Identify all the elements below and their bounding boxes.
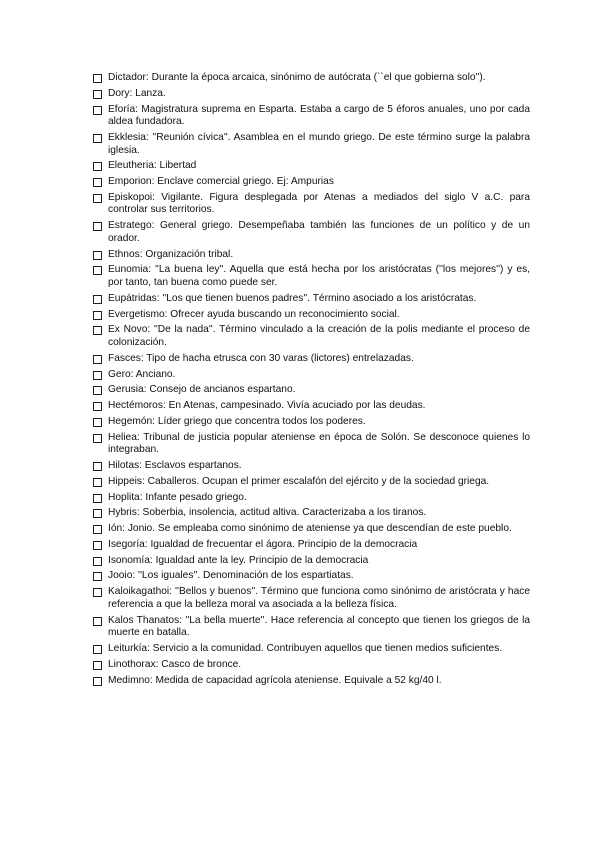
checkbox-icon[interactable] bbox=[93, 386, 102, 395]
glossary-item bbox=[90, 293, 530, 306]
checkbox-icon[interactable] bbox=[93, 178, 102, 187]
glossary-item-text: Medimno: Medida de capacidad agrícola ateniense. Equivale a 52 kg/40 l. bbox=[108, 674, 442, 686]
checkbox-icon[interactable] bbox=[93, 194, 102, 203]
glossary-item bbox=[90, 643, 530, 656]
glossary-item-text: Isegoría: Igualdad de frecuentar el ágora. Principio de la democracia bbox=[108, 538, 418, 550]
glossary-item bbox=[90, 309, 530, 322]
glossary-item bbox=[90, 384, 530, 397]
checkbox-icon[interactable] bbox=[93, 295, 102, 304]
checkbox-icon[interactable] bbox=[93, 677, 102, 686]
glossary-item-text: Evergetismo: Ofrecer ayuda buscando un reconocimiento social. bbox=[108, 308, 400, 320]
checkbox-icon[interactable] bbox=[93, 572, 102, 581]
glossary-item bbox=[90, 476, 530, 489]
glossary-item bbox=[90, 555, 530, 568]
checkbox-icon[interactable] bbox=[93, 134, 102, 143]
glossary-item-text: Fasces: Tipo de hacha etrusca con 30 varas (lictores) entrelazadas. bbox=[108, 352, 414, 364]
checkbox-icon[interactable] bbox=[93, 661, 102, 670]
glossary-item bbox=[90, 492, 530, 505]
checkbox-icon[interactable] bbox=[93, 371, 102, 380]
glossary-item bbox=[90, 400, 530, 413]
glossary-item-text: Emporion: Enclave comercial griego. Ej: Ampurias bbox=[108, 176, 334, 188]
checkbox-icon[interactable] bbox=[93, 106, 102, 115]
checkbox-icon[interactable] bbox=[93, 509, 102, 518]
glossary-item-text: Hectémoros: En Atenas, campesinado. Vivía acuciado por las deudas. bbox=[108, 400, 426, 412]
glossary-item-text: Ex Novo: ''De la nada''. Término vinculado a la creación de la polis mediante el proceso de colonización. bbox=[108, 324, 530, 348]
glossary-item-text: Leiturkía: Servicio a la comunidad. Contribuyen aquellos que tienen medios suficientes. bbox=[108, 643, 503, 654]
checkbox-icon[interactable] bbox=[93, 525, 102, 534]
checkbox-icon[interactable] bbox=[93, 478, 102, 487]
checkbox-icon[interactable] bbox=[93, 266, 102, 275]
glossary-item bbox=[90, 72, 530, 85]
checkbox-icon[interactable] bbox=[93, 617, 102, 626]
glossary-item bbox=[90, 586, 530, 611]
glossary-item-text: Dory: Lanza. bbox=[108, 87, 166, 99]
checkbox-icon[interactable] bbox=[93, 326, 102, 335]
glossary-item bbox=[90, 369, 530, 382]
checkbox-icon[interactable] bbox=[93, 222, 102, 231]
checkbox-icon[interactable] bbox=[93, 162, 102, 171]
glossary-item bbox=[90, 220, 530, 245]
checkbox-icon[interactable] bbox=[93, 557, 102, 566]
checkbox-icon[interactable] bbox=[93, 462, 102, 471]
checkbox-icon[interactable] bbox=[93, 311, 102, 320]
checkbox-icon[interactable] bbox=[93, 251, 102, 260]
glossary-item-text: Hoplita: Infante pesado griego. bbox=[108, 491, 247, 503]
glossary-item bbox=[90, 264, 530, 289]
glossary-item-text: Ión: Jonio. Se empleaba como sinónimo de ateniense ya que descendían de este pueblo. bbox=[108, 523, 512, 535]
glossary-item-text: Estratego: General griego. Desempeñaba también las funciones de un político y de un orador. bbox=[108, 220, 530, 244]
checkbox-icon[interactable] bbox=[93, 645, 102, 654]
glossary-item-text: Kalos Thanatos: ''La bella muerte''. Hace referencia al concepto que tienen los griegos de la muerte en batalla. bbox=[108, 614, 530, 639]
glossary-item-text: Eupátridas: ''Los que tienen buenos padres''. Término asociado a los aristócratas. bbox=[108, 292, 477, 304]
glossary-item-text: Ekklesia: ''Reunión cívica''. Asamblea en el mundo griego. De este término surge la palabra iglesia. bbox=[108, 131, 530, 156]
glossary-item bbox=[90, 675, 530, 688]
glossary-item bbox=[90, 615, 530, 640]
glossary-item-text: Hippeis: Caballeros. Ocupan el primer escalafón del ejército y de la sociedad griega. bbox=[108, 475, 490, 487]
glossary-item bbox=[90, 460, 530, 473]
checkbox-icon[interactable] bbox=[93, 355, 102, 364]
glossary-item-text: Kaloikagathoi: ''Bellos y buenos''. Término que funciona como sinónimo de aristócrata y hace referencia a que la belleza moral va asociada a la belleza física. bbox=[108, 586, 530, 610]
glossary-item bbox=[90, 416, 530, 429]
glossary-item bbox=[90, 104, 530, 129]
checkbox-icon[interactable] bbox=[93, 494, 102, 503]
glossary-item bbox=[90, 324, 530, 349]
glossary-item-text: Eforía: Magistratura suprema en Esparta. Estaba a cargo de 5 éforos anuales, uno por cada aldea fundadora. bbox=[108, 103, 530, 128]
glossary-item-text: Eleutheria: Libertad bbox=[108, 160, 197, 172]
glossary-item-text: Hybris: Soberbia, insolencia, actitud altiva. Caracterizaba a los tiranos. bbox=[108, 507, 427, 519]
glossary-item bbox=[90, 132, 530, 157]
glossary-item-text: Heliea: Tribunal de justicia popular ateniense en época de Solón. Se desconoce quienes lo integraban. bbox=[108, 431, 530, 456]
glossary-item-text: Gerusia: Consejo de ancianos espartano. bbox=[108, 384, 296, 396]
glossary-item-text: Jooio: ''Los iguales''. Denominación de los espartiatas. bbox=[108, 570, 354, 582]
glossary-item-text: Episkopoi: Vigilante. Figura desplegada por Atenas a mediados del siglo V a.C. para controlar sus territorios. bbox=[108, 191, 530, 216]
glossary-item-text: Linothorax: Casco de bronce. bbox=[108, 658, 242, 670]
glossary-item bbox=[90, 570, 530, 583]
checkbox-icon[interactable] bbox=[93, 588, 102, 597]
glossary-item bbox=[90, 160, 530, 173]
glossary-item bbox=[90, 249, 530, 262]
glossary-item-text: Ethnos: Organización tribal. bbox=[108, 248, 234, 260]
glossary-item-text: Isonomía: Igualdad ante la ley. Principio de la democracia bbox=[108, 554, 369, 566]
glossary-item bbox=[90, 507, 530, 520]
glossary-list bbox=[90, 72, 530, 690]
glossary-item bbox=[90, 523, 530, 536]
glossary-item bbox=[90, 176, 530, 189]
glossary-item-text: Hilotas: Esclavos espartanos. bbox=[108, 460, 242, 471]
glossary-item bbox=[90, 539, 530, 552]
checkbox-icon[interactable] bbox=[93, 418, 102, 427]
glossary-item-text: Dictador: Durante la época arcaica, sinónimo de autócrata (``el que gobierna solo''). bbox=[108, 72, 486, 83]
checkbox-icon[interactable] bbox=[93, 90, 102, 99]
glossary-item-text: Eunomia: ''La buena ley''. Aquella que está hecha por los aristócratas (''los mejores'') y es, por tanto, tan buena como puede ser. bbox=[108, 264, 530, 288]
glossary-item bbox=[90, 88, 530, 101]
checkbox-icon[interactable] bbox=[93, 541, 102, 550]
glossary-item-text: Gero: Anciano. bbox=[108, 368, 176, 380]
glossary-item bbox=[90, 659, 530, 672]
glossary-item bbox=[90, 192, 530, 217]
checkbox-icon[interactable] bbox=[93, 434, 102, 443]
glossary-item bbox=[90, 432, 530, 457]
checkbox-icon[interactable] bbox=[93, 74, 102, 83]
glossary-item bbox=[90, 353, 530, 366]
checkbox-icon[interactable] bbox=[93, 402, 102, 411]
glossary-item-text: Hegemón: Líder griego que concentra todos los poderes. bbox=[108, 415, 366, 427]
